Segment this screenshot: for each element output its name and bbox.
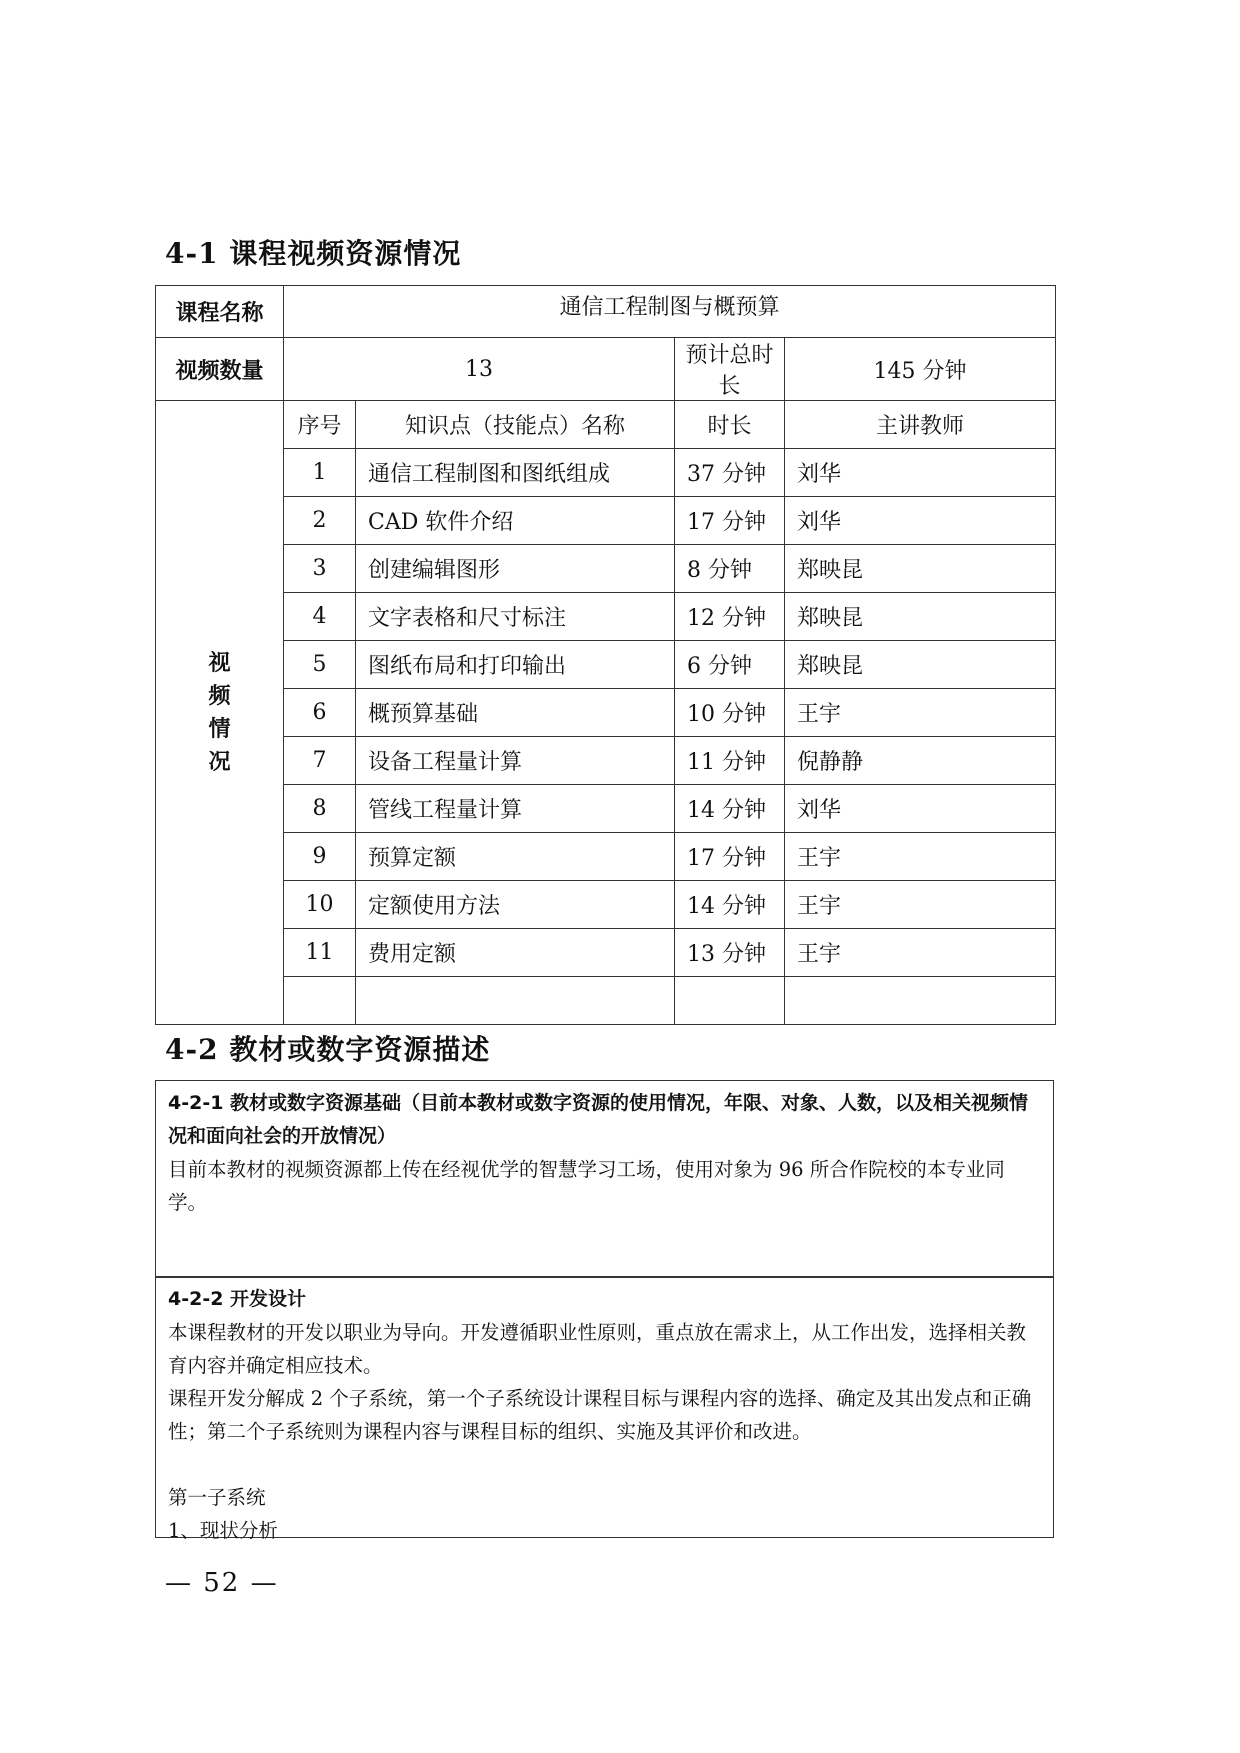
row-teacher: 王宇 [785,881,1056,929]
development-design-paragraph-1: 本课程教材的开发以职业为导向。开发遵循职业性原则，重点放在需求上，从工作出发，选择相关教育内容并确定相应技术。 [168,1321,1027,1377]
row-duration: 14 分钟 [675,785,785,833]
resource-basis-body: 目前本教材的视频资源都上传在经视优学的智慧学习工场，使用对象为 96 所合作院校的本专业同学。 [168,1158,1005,1214]
section-title-4-2: 4-2 教材或数字资源描述 [165,1033,491,1066]
row-duration: 14 分钟 [675,881,785,929]
row-no: 11 [284,929,356,977]
course-name-row [156,286,1056,338]
row-duration: 6 分钟 [675,641,785,689]
row-teacher: 郑映昆 [785,593,1056,641]
row-name: CAD 软件介绍 [356,497,675,545]
header-duration: 时长 [675,401,785,449]
row-teacher: 郑映昆 [785,545,1056,593]
table-row [156,641,1056,689]
row-duration [675,977,785,1025]
row-no: 6 [284,689,356,737]
table-row [156,689,1056,737]
status-analysis-label: 1、现状分析 [168,1519,278,1542]
row-name: 文字表格和尺寸标注 [356,593,675,641]
row-no: 8 [284,785,356,833]
row-name: 设备工程量计算 [356,737,675,785]
table-row [156,929,1056,977]
row-teacher: 刘华 [785,449,1056,497]
table-row [156,449,1056,497]
development-design-paragraph-2: 课程开发分解成 2 个子系统，第一个子系统设计课程目标与课程内容的选择、确定及其出发点和正确性；第二个子系统则为课程内容与课程目标的组织、实施及其评价和改进。 [168,1387,1032,1443]
section-title-4-1: 4-1 课程视频资源情况 [165,237,462,270]
header-no: 序号 [284,401,356,449]
table-row [156,737,1056,785]
resource-basis-box [155,1080,1054,1278]
row-name: 管线工程量计算 [356,785,675,833]
table-row [156,785,1056,833]
development-design-box [155,1276,1054,1542]
row-teacher: 倪静静 [785,737,1056,785]
row-name: 概预算基础 [356,689,675,737]
row-teacher: 郑映昆 [785,641,1056,689]
video-resource-table [155,285,1056,1025]
header-knowledge-point: 知识点（技能点）名称 [356,401,675,449]
total-duration-value: 145 分钟 [785,338,1056,401]
table-row [156,833,1056,881]
row-duration: 37 分钟 [675,449,785,497]
row-duration: 11 分钟 [675,737,785,785]
development-design-heading: 4-2-2 开发设计 [168,1288,307,1310]
table-row [156,881,1056,929]
resource-basis-heading: 4-2-1 教材或数字资源基础（目前本教材或数字资源的使用情况，年限、对象、人数，以及相关视频情况和面向社会的开放情况） [168,1092,1029,1147]
row-duration: 12 分钟 [675,593,785,641]
video-status-label: 视 频 情 况 [156,401,284,1025]
table-row [156,497,1056,545]
row-duration: 17 分钟 [675,833,785,881]
blank-line [168,1448,1041,1481]
row-duration: 8 分钟 [675,545,785,593]
page-number: — 52 — [165,1568,279,1598]
header-teacher: 主讲教师 [785,401,1056,449]
row-no: 4 [284,593,356,641]
row-teacher: 王宇 [785,929,1056,977]
table-row [156,593,1056,641]
course-name-value: 通信工程制图与概预算 [284,286,1056,338]
row-name: 费用定额 [356,929,675,977]
table-row-empty [156,977,1056,1025]
course-name-label: 课程名称 [156,286,284,338]
row-no [284,977,356,1025]
row-name: 创建编辑图形 [356,545,675,593]
row-teacher: 刘华 [785,497,1056,545]
row-name: 定额使用方法 [356,881,675,929]
video-count-label: 视频数量 [156,338,284,401]
row-no: 2 [284,497,356,545]
row-name [356,977,675,1025]
row-no: 5 [284,641,356,689]
table-row [156,545,1056,593]
row-duration: 10 分钟 [675,689,785,737]
row-name: 预算定额 [356,833,675,881]
row-no: 3 [284,545,356,593]
video-count-row [156,338,1056,401]
row-no: 9 [284,833,356,881]
row-no: 7 [284,737,356,785]
row-teacher [785,977,1056,1025]
row-teacher: 刘华 [785,785,1056,833]
table-header-row [156,401,1056,449]
row-duration: 13 分钟 [675,929,785,977]
video-count-value: 13 [284,338,675,401]
row-teacher: 王宇 [785,689,1056,737]
total-duration-label: 预计总时长 [675,338,785,401]
row-teacher: 王宇 [785,833,1056,881]
row-name: 通信工程制图和图纸组成 [356,449,675,497]
row-duration: 17 分钟 [675,497,785,545]
first-subsystem-label: 第一子系统 [168,1486,266,1509]
row-no: 10 [284,881,356,929]
row-no: 1 [284,449,356,497]
row-name: 图纸布局和打印输出 [356,641,675,689]
